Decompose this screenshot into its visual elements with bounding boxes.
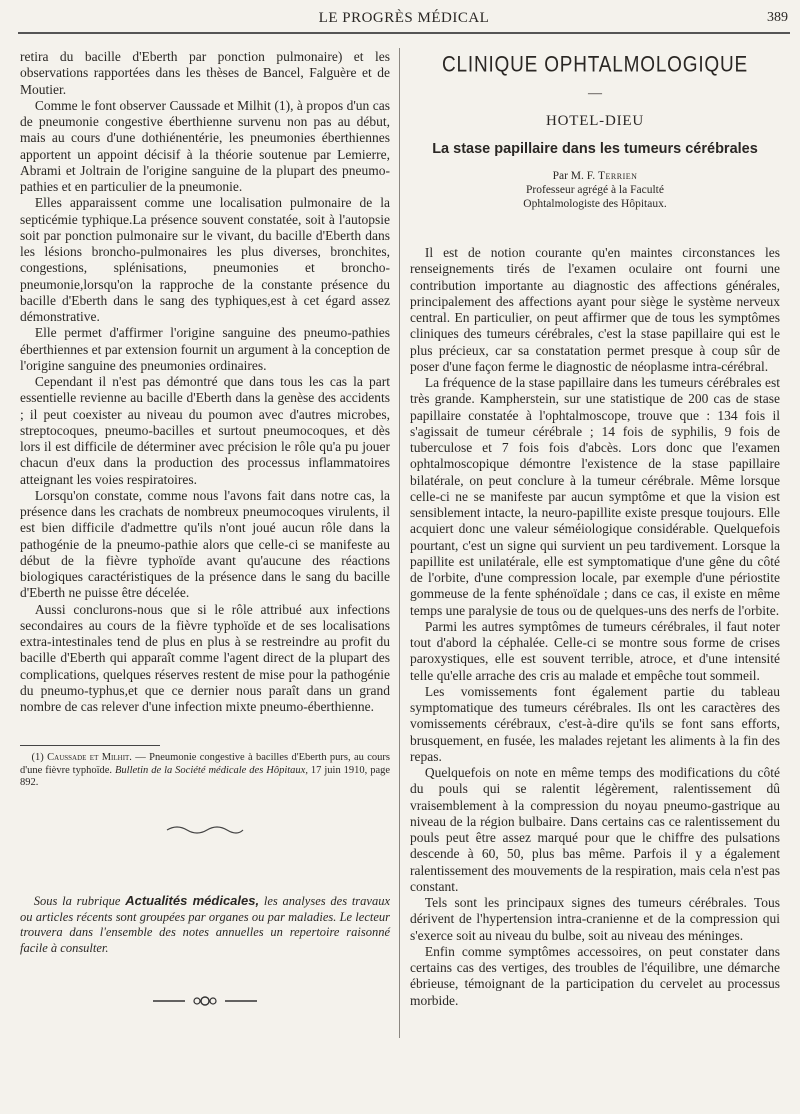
article-body [410, 245, 780, 1009]
running-title: LE PROGRÈS MÉDICAL [318, 10, 490, 26]
end-ornament [20, 994, 390, 1013]
byline [410, 169, 780, 211]
footnote-date: 17 juin 1910, page 892. [20, 764, 391, 789]
running-header [18, 6, 790, 34]
notice-text: les analyses des travaux ou articles récents sont groupées par organes ou par maladies. Le lecteur trouvera dans l'ensemble des notes annuelles un repertoire raisonné facile à consulter. [20, 894, 391, 955]
paragraph: Comme le font observer Caussade et Milhit (1), à propos d'un cas de pneumonie congestive éberthienne survenu non pas au début, mais au cours d'une dothiénentérie, les pneumonies éberthiennes apportent un appoint décisif à la théorie soutenue par Lemierre, Abrami et Joltrain de l'origine sanguine de la plupart des pneumo-pathies et en particulier de la pneumonie. [20, 97, 390, 194]
author-name: Terrien [597, 170, 638, 182]
paragraph: La fréquence de la stase papillaire dans les tumeurs cérébrales est très grande. Kampherstein, sur une statistique de 200 cas de stase papillaire constatée à l'ophtalmoscope, trouve que : 134 fois il s'agissait de tumeur cérébrale ; 14 fois de syphilis, 9 fois de tuberculose et 7 fois fois d'abcès. Lors donc que l'examen ophtalmoscopique démontre l'existence de la stase papillaire bilatérale, on peut conclure à la tumeur cérébrale. Même lorsque celle-ci ne se manifeste par aucun symptôme et que la vision est sensiblement intacte, la neuro-papillite existe presque toujours. Elle acquiert donc une valeur séméiologique considérable. Quelquefois pourtant, c'est un signe qui survient un peu tardivement. Lorsque la papillite est unilatérale, elle est symptomatique d'une gêne du côté de l'orbite, d'une compression locale, par exemple d'une périostite gommeuse de la fente sphénoïdale ; dans ce cas, il existe en même temps une paralysie de tous ou de quelques-uns des nerfs de l'orbite. [410, 375, 780, 618]
footnote [20, 752, 390, 790]
section-separator: — [588, 86, 602, 102]
rubric-notice [20, 893, 390, 956]
paragraph: Quelquefois on note en même temps des modifications du côté du pouls qui se ralentit légèrement, ralentissement dû vraisemblement à la compression du noyau pneumo-gastrique au niveau de la région bulbaire. Dans certains cas ce ralentissement du pouls peut être assez marqué pour que le chiffre des pulsations descende à 60, 50, plus bas même. Parfois il y a également ralentissement des mouvements de la respiration, mais cela n'est pas constant. [410, 765, 780, 894]
wave-ornament [20, 824, 390, 841]
paragraph: Parmi les autres symptômes de tumeurs cérébrales, il faut noter tout d'abord la céphalée. Celle-ci se montre sous forme de crises paroxystiques, elle est souvent terrible, atroce, et d'une intensité telle qu'elle arrache des cris au malade et empêche tout sommeil. [410, 618, 780, 683]
byline-title: Professeur agrégé à la Faculté [526, 184, 664, 196]
article-title: La stase papillaire dans les tumeurs cérébrales [432, 140, 758, 157]
byline-prefix: Par M. F. [552, 170, 596, 182]
paragraph: Lorsqu'on constate, comme nous l'avons fait dans notre cas, la présence dans les crachats de nombreux pneumocoques virulents, il est bien difficile d'admettre qu'ils n'ont joué aucun rôle dans la pathogénie de la pneumo-pathie alors que celle-ci se manifeste au début de la fièvre typhoïde avant qu'aucune des réactions biologiques caractéristiques de la présence dans le sang du bacille d'Eberth ne puisse être décelée. [20, 487, 390, 601]
paragraph: Les vomissements font également partie du tableau symptomatique des tumeurs cérébrales. Ils ont les caractères des vomissements cérébraux, c'est-à-dire qu'ils se font sans efforts, brusquement, en fusée, les malades rejetant les aliments à la fin des repas. [410, 683, 780, 764]
footnote-text: — Pneumonie congestive à bacilles d'Eberth purs, au cours d'une fièvre typhoïde. [20, 752, 390, 776]
flourish-icon [145, 994, 265, 1008]
footnote-rule [20, 745, 160, 746]
paragraph: Enfin comme symptômes accessoires, on peut constater dans certains cas des vertiges, des troubles de l'équilibre, une démarche ébrieuse, témoignant de la participation du cervelet au processus morbide. [410, 943, 780, 1008]
paragraph: Il est de notion courante qu'en maintes circonstances les renseignements tirés de l'examen oculaire ont fourni une contribution importante au diagnostic des affections générales, principalement des affections ayant pour siège le système nerveux central. En particulier, on peut affirmer que de tous les symptômes cliniques des tumeurs cérébrales, c'est la stase papillaire qui est le plus précieux, car sa constatation permet presque à coup sûr de poser d'une façon ferme le diagnostic de néoplasme intra-cérébral. [410, 245, 780, 374]
notice-rubric: Actualités médicales, [125, 893, 260, 908]
left-column [20, 49, 390, 1013]
section-title: CLINIQUE OPHTALMOLOGIQUE [441, 53, 748, 78]
page-number: 389 [767, 10, 788, 25]
paragraph: Cependant il n'est pas démontré que dans tous les cas la part essentielle revienne au bacille d'Eberth dans la genèse des accidents ; il peut coexister au niveau du poumon avec d'autres microbes, streptocoques, pneumo-bacilles et surtout pneumocoques, et dès lors il est difficile de déterminer avec précision le rôle qu'a pu jouer chacun d'eux dans la production des processus inflammatoires atteignant les voies respiratoires. [20, 374, 390, 487]
byline-author [410, 169, 780, 183]
paragraph: Elle permet d'affirmer l'origine sanguine des pneumo-pathies éberthiennes et par extension fournit un argument à la conception de l'origine sanguine des pneumonies ordinaires. [20, 325, 390, 373]
paragraph: Aussi conclurons-nous que si le rôle attribué aux infections secondaires au cours de la fièvre typhoïde et de ses localisations extra-intestinales tend de plus en plus à se restreindre au profit du bacille d'Eberth qui apparaît comme l'agent direct de la plupart des complications, quelques réserves restent de mise pour la pathogénie du pneumo-typhus,et que ce dernier nous paraît dans un grand nombre de cas relever d'une infection mixte pneumo-éberthienne. [20, 601, 390, 714]
hospital-name: HOTEL-DIEU [546, 112, 644, 129]
footnote-authors: Caussade et Milhit. [47, 752, 132, 764]
column-divider [399, 48, 400, 1038]
footnote-source: Bulletin de la Société médicale des Hôpitaux, [115, 764, 308, 776]
byline-position: Ophtalmologiste des Hôpitaux. [523, 198, 667, 210]
right-column [410, 53, 780, 1009]
paragraph: retira du bacille d'Eberth par ponction pulmonaire) et les observations rapportées dans les thèses de Bancel, Falguère et de Moutier. [20, 49, 390, 97]
footnote-marker: (1) [31, 752, 44, 764]
wave-ornament-icon [165, 824, 245, 836]
paragraph: Elles apparaissent comme une localisation pulmonaire de la septicémie typhique.La présence souvent constatée, soit à l'autopsie soit par ponction pulmonaire sur le vivant, du bacille d'Eberth dans les lésions broncho-pulmonaires les plus diverses, bronchites, congestions, splénisations, pneumonies et broncho-pneumonie,lorsqu'on la rapproche de la constante présence du bacille d'Eberth dans le sang des typhiques,est à cet égard assez démonstrative. [20, 195, 390, 324]
notice-lead: Sous la rubrique [33, 894, 121, 908]
paragraph: Tels sont les principaux signes des tumeurs cérébrales. Tous dérivent de l'hypertension intra-cranienne et de la compression qui s'exerce soit au niveau du bulbe, soit au niveau des méninges. [410, 895, 780, 943]
